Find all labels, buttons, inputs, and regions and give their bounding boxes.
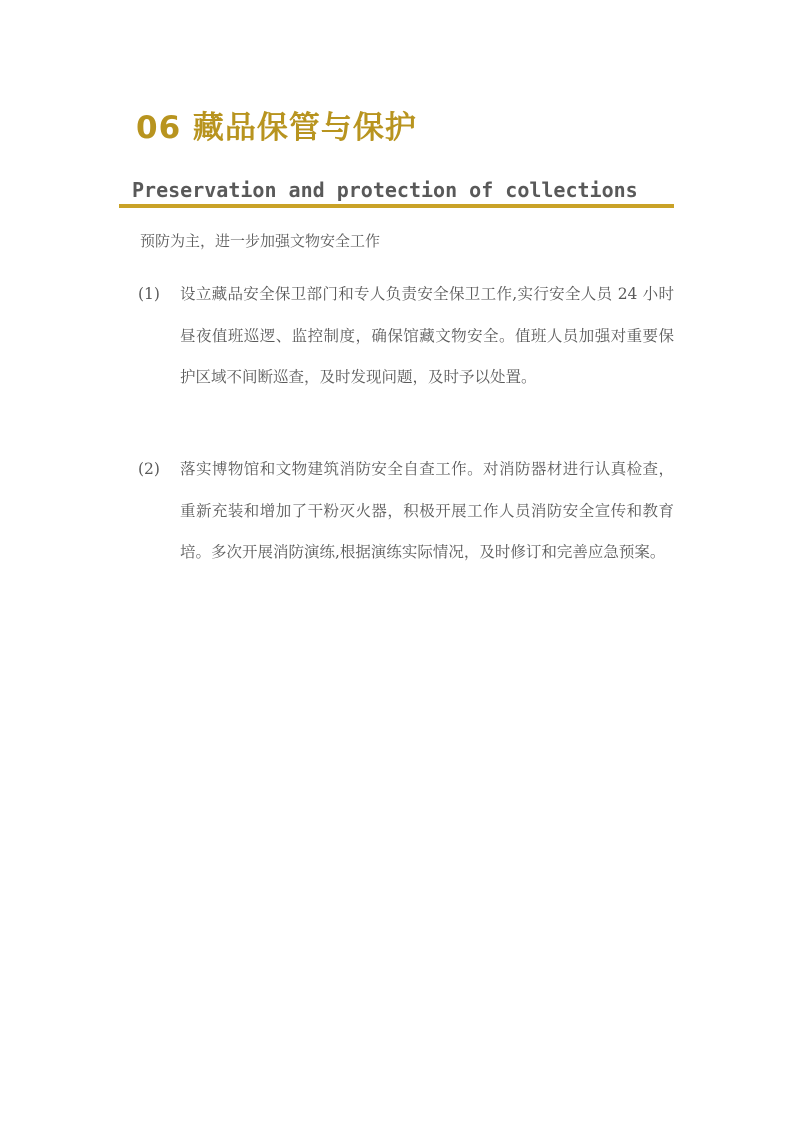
list-item — [138, 449, 674, 574]
section-title: 06 藏品保管与保护 — [136, 110, 417, 146]
list-item-text: 设立藏品安全保卫部门和专人负责安全保卫工作,实行安全人员 24 小时昼夜值班巡逻、监控制度，确保馆藏文物安全。值班人员加强对重要保护区域不间断巡查，及时发现问题，及时予以处置。 — [180, 285, 674, 386]
section-subtitle: Preservation and protection of collections — [132, 178, 638, 202]
title-underline-divider — [119, 204, 674, 208]
list-item-text: 落实博物馆和文物建筑消防安全自查工作。对消防器材进行认真检查，重新充装和增加了干粉灭火器，积极开展工作人员消防安全宣传和教育培。多次开展消防演练,根据演练实际情况，及时修订和完善应急预案。 — [180, 460, 674, 561]
list-item — [138, 274, 674, 399]
list-item-number: (1) — [138, 285, 160, 303]
list-item-number: (2) — [138, 460, 160, 478]
intro-paragraph: 预防为主，进一步加强文物安全工作 — [140, 232, 381, 250]
